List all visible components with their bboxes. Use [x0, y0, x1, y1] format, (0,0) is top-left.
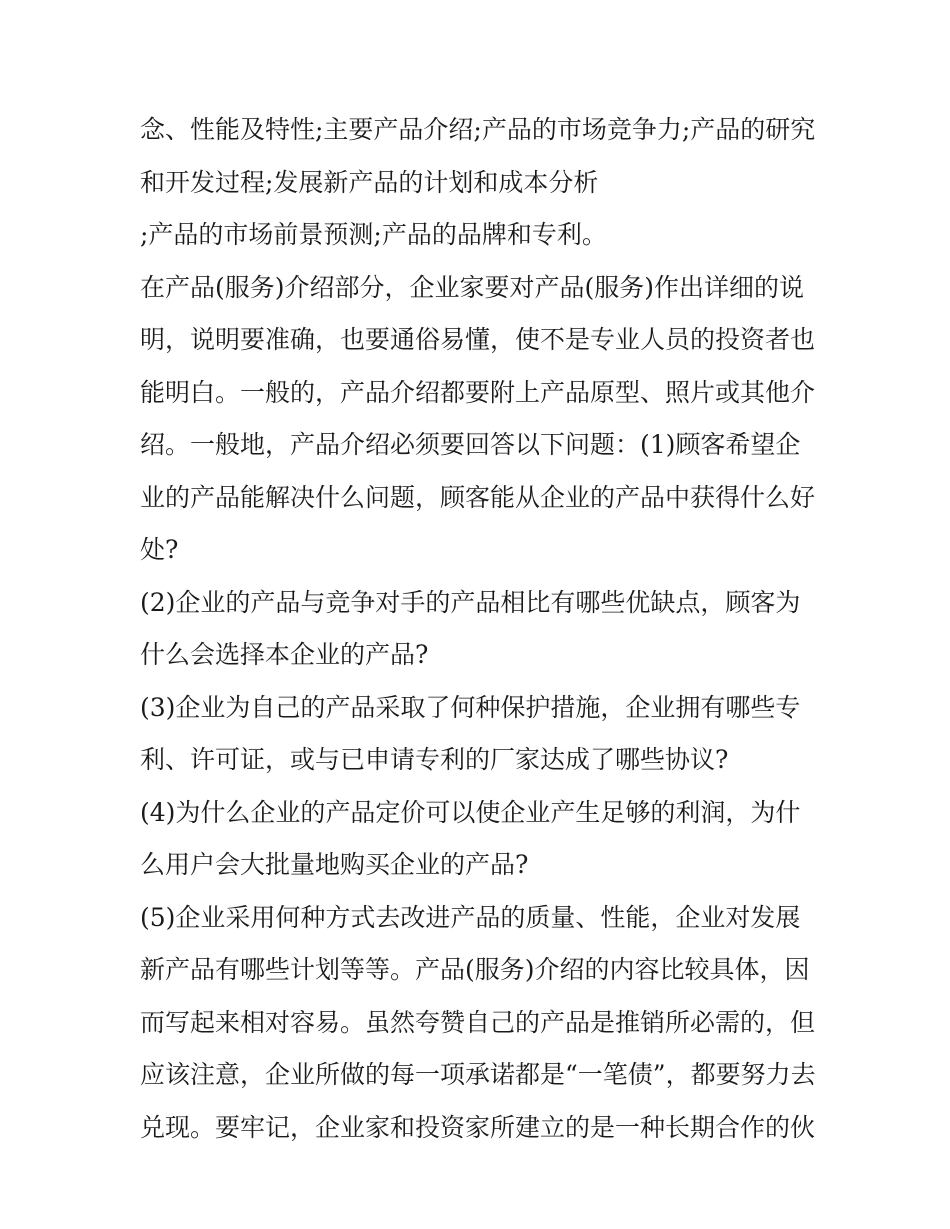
- text-line: 而写起来相对容易。虽然夸赞自己的产品是推销所必需的，但: [140, 1007, 816, 1037]
- text-line: 在产品(服务)介绍部分，企业家要对产品(服务)作出详细的说: [140, 272, 805, 302]
- text-line: 新产品有哪些计划等等。产品(服务)介绍的内容比较具体，因: [140, 955, 810, 984]
- text-line: (2)企业的产品与竞争对手的产品相比有哪些优缺点，顾客为: [140, 587, 801, 617]
- text-line: 能明白。一般的，产品介绍都要附上产品原型、照片或其他介: [140, 377, 816, 407]
- text-line: 么用户会大批量地购买企业的产品?: [140, 850, 529, 879]
- text-line: 兑现。要牢记，企业家和投资家所建立的是一种长期合作的伙: [140, 1112, 816, 1142]
- text-line: 业的产品能解决什么问题，顾客能从企业的产品中获得什么好: [140, 482, 816, 512]
- body-text: [140, 104, 820, 1154]
- text-line: (4)为什么企业的产品定价可以使企业产生足够的利润，为什: [140, 797, 801, 827]
- text-line: 什么会选择本企业的产品?: [140, 640, 429, 669]
- text-line: 应该注意，企业所做的每一项承诺都是“一笔债”，都要努力去: [140, 1060, 816, 1089]
- text-line: (3)企业为自己的产品采取了何种保护措施，企业拥有哪些专: [140, 692, 801, 722]
- text-line: 绍。一般地，产品介绍必须要回答以下问题：(1)顾客希望企: [140, 430, 801, 459]
- text-line: 和开发过程;发展新产品的计划和成本分析: [140, 167, 599, 197]
- text-line: 明，说明要准确，也要通俗易懂，使不是专业人员的投资者也: [140, 325, 816, 354]
- text-line: 处?: [140, 535, 179, 564]
- text-line: (5)企业采用何种方式去改进产品的质量、性能，企业对发展: [140, 902, 801, 932]
- text-line: ;产品的市场前景预测;产品的品牌和专利。: [140, 220, 607, 249]
- text-line: 利、许可证，或与已申请专利的厂家达成了哪些协议?: [140, 745, 729, 774]
- text-line: 念、性能及特性;主要产品介绍;产品的市场竞争力;产品的研究: [140, 115, 816, 144]
